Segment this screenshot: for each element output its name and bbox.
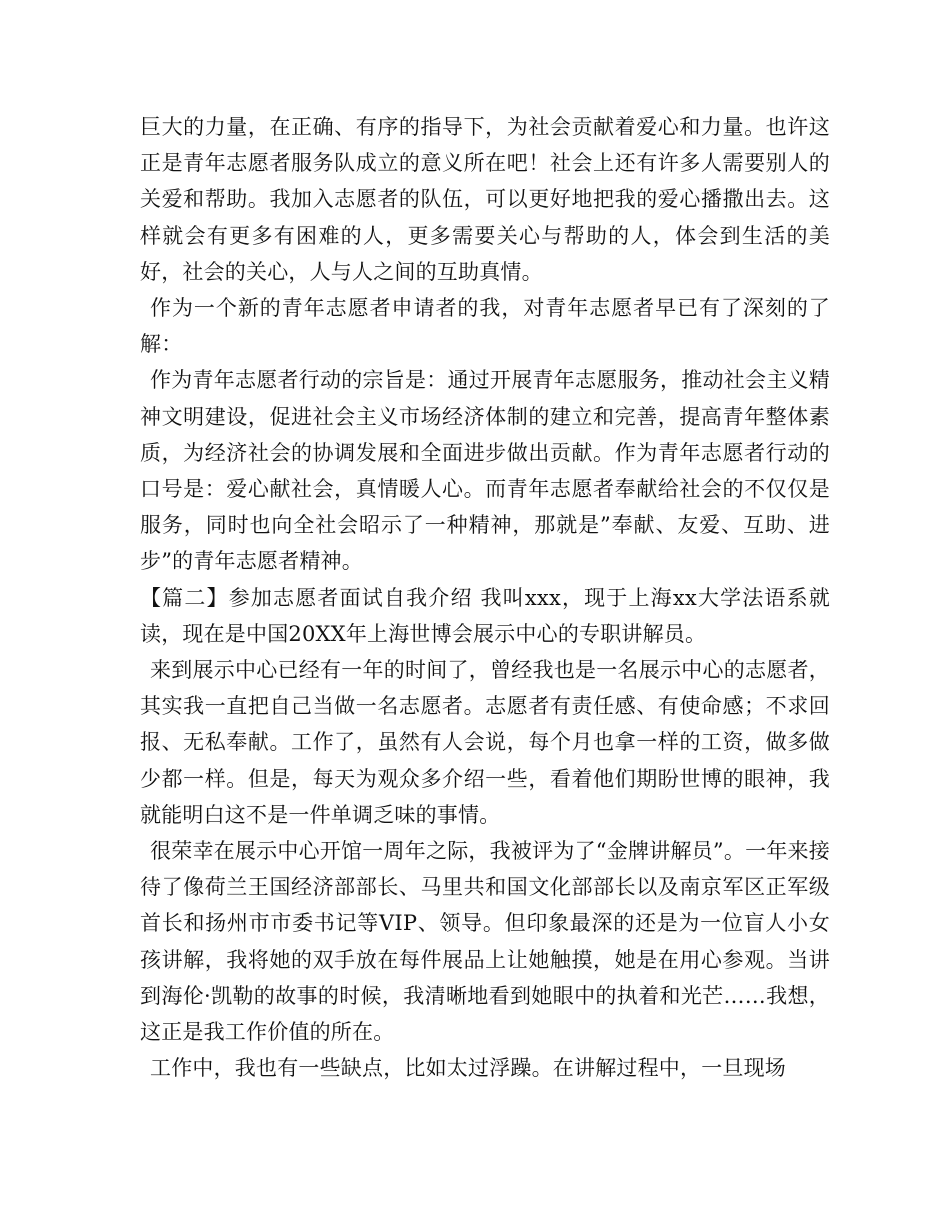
paragraph-4-section-heading: 【篇二】参加志愿者面试自我介绍 我叫xxx，现于上海xx大学法语系就读，现在是中国20XX年上海世博会展示中心的专职讲解员。 xyxy=(140,585,830,646)
paragraph-5: 来到展示中心已经有一年的时间了，曾经我也是一名展示中心的志愿者，其实我一直把自己当做一名志愿者。志愿者有责任感、有使命感；不求回报、无私奉献。工作了，虽然有人会说，每个月也拿一样的工资，做多做少都一样。但是，每天为观众多介绍一些，看着他们期盼世博的眼神，我就能明白这不是一件单调乏味的事情。 xyxy=(140,658,830,827)
document-body xyxy=(140,109,830,1086)
paragraph-2: 作为一个新的青年志愿者申请者的我，对青年志愿者早已有了深刻的了解： xyxy=(140,296,830,357)
paragraph-6: 很荣幸在展示中心开馆一周年之际，我被评为了“金牌讲解员”。一年来接待了像荷兰王国经济部部长、马里共和国文化部部长以及南京军区正军级首长和扬州市市委书记等VIP、领导。但印象最深的还是为一位盲人小女孩讲解，我将她的双手放在每件展品上让她触摸，她是在用心参观。当讲到海伦·凯勒的故事的时候，我清晰地看到她眼中的执着和光芒……我想，这正是我工作价值的所在。 xyxy=(140,839,830,1045)
paragraph-7: 工作中，我也有一些缺点，比如太过浮躁。在讲解过程中，一旦现场 xyxy=(150,1056,786,1081)
paragraph-1: 巨大的力量，在正确、有序的指导下，为社会贡献着爱心和力量。也许这正是青年志愿者服务队成立的意义所在吧！社会上还有许多人需要别人的关爱和帮助。我加入志愿者的队伍，可以更好地把我的爱心播撒出去。这样就会有更多有困难的人，更多需要关心与帮助的人，体会到生活的美好，社会的关心，人与人之间的互助真情。 xyxy=(140,115,830,284)
paragraph-3: 作为青年志愿者行动的宗旨是：通过开展青年志愿服务，推动社会主义精神文明建设，促进社会主义市场经济体制的建立和完善，提高青年整体素质，为经济社会的协调发展和全面进步做出贡献。作为青年志愿者行动的口号是：爱心献社会，真情暖人心。而青年志愿者奉献给社会的不仅仅是服务，同时也向全社会昭示了一种精神，那就是”奉献、友爱、互助、进步”的青年志愿者精神。 xyxy=(140,368,830,574)
